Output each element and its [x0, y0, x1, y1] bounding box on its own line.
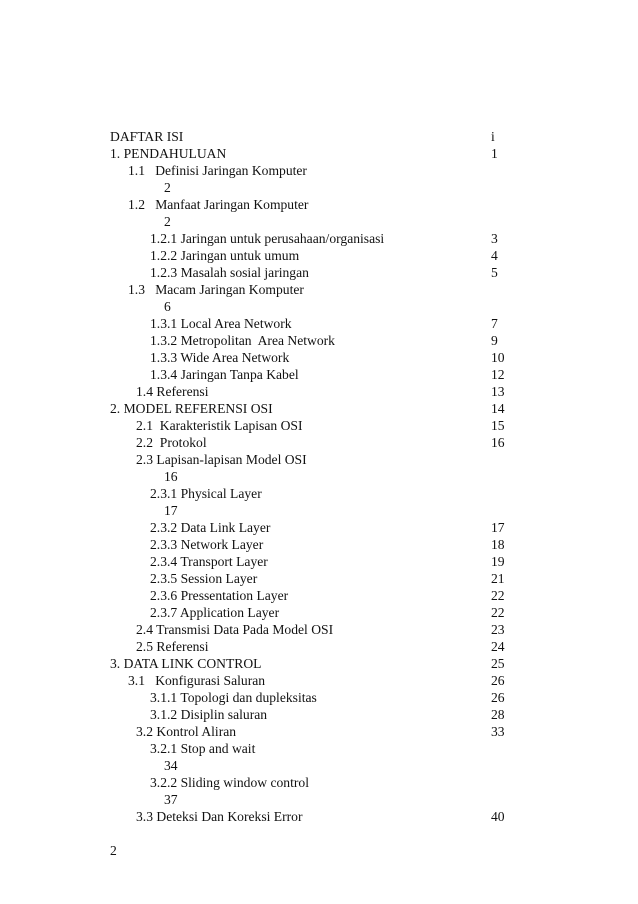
toc-entry-label: 2.2 Protokol: [136, 435, 207, 450]
toc-entry-page: 34: [164, 758, 178, 773]
toc-entry-label: 3. DATA LINK CONTROL: [110, 656, 262, 671]
toc-entry-label: 1. PENDAHULUAN: [110, 146, 227, 161]
toc-entry-page: 22: [491, 588, 505, 603]
toc-entry-label: 2.3.1 Physical Layer: [150, 486, 262, 501]
toc-entry-page: 21: [491, 571, 505, 586]
toc-entry-page: 26: [491, 690, 505, 705]
toc-entry-label: 2.3.5 Session Layer: [150, 571, 258, 586]
toc-entry-label: 2.3.2 Data Link Layer: [150, 520, 271, 535]
toc-entry: [0, 655, 638, 672]
toc-entry-label: 1.3.4 Jaringan Tanpa Kabel: [150, 367, 299, 382]
toc-entry-page: 33: [491, 724, 505, 739]
toc-entry-page: 3: [491, 231, 498, 246]
toc-entry-page: i: [491, 129, 495, 144]
toc-entry: [0, 366, 638, 383]
toc-entry: [0, 621, 638, 638]
toc-entry-label: 3.3 Deteksi Dan Koreksi Error: [136, 809, 303, 824]
toc-entry: [0, 434, 638, 451]
toc-entry-page: 24: [491, 639, 505, 654]
toc-entry-label: 1.2.3 Masalah sosial jaringan: [150, 265, 309, 280]
page-number: 2: [110, 843, 117, 858]
toc-entry: [0, 672, 638, 689]
toc-entry-page: 22: [491, 605, 505, 620]
toc-entry: [0, 706, 638, 723]
toc-entry-label: 2.5 Referensi: [136, 639, 209, 654]
toc-entry: [0, 196, 638, 213]
toc-entry: [0, 689, 638, 706]
toc-entry-page: 4: [491, 248, 498, 263]
toc-entry-page: 12: [491, 367, 505, 382]
toc-entry: [0, 162, 638, 179]
toc-entry-page: 6: [164, 299, 171, 314]
toc-entry-label: 3.2.2 Sliding window control: [150, 775, 309, 790]
toc-entry-label: 3.1 Konfigurasi Saluran: [128, 673, 266, 688]
toc-entry: [0, 638, 638, 655]
toc-entry-label: 2. MODEL REFERENSI OSI: [110, 401, 273, 416]
toc-entry-page: 2: [164, 214, 171, 229]
toc-entry-label: 1.3 Macam Jaringan Komputer: [128, 282, 304, 297]
toc-entry: [0, 808, 638, 825]
toc-entry-label: 2.4 Transmisi Data Pada Model OSI: [136, 622, 334, 637]
toc-entry-label: 1.3.2 Metropolitan Area Network: [150, 333, 335, 348]
toc-entry: [0, 145, 638, 162]
toc-entry: [0, 383, 638, 400]
toc-entry: [0, 536, 638, 553]
toc-entry: [0, 332, 638, 349]
toc-entry-page: 18: [491, 537, 505, 552]
toc-entry-page: 37: [164, 792, 178, 807]
toc-entry-label: 3.1.2 Disiplin saluran: [150, 707, 268, 722]
toc-entry-page: 28: [491, 707, 505, 722]
toc-entry-page: 10: [491, 350, 505, 365]
toc-entry-page: 19: [491, 554, 505, 569]
toc-entry-page: 14: [491, 401, 505, 416]
toc-entry-page: 25: [491, 656, 505, 671]
toc-entry: [0, 281, 638, 298]
toc-entry-label: 2.1 Karakteristik Lapisan OSI: [136, 418, 303, 433]
toc-entry-page: 9: [491, 333, 498, 348]
toc-entry-label: 2.3.3 Network Layer: [150, 537, 264, 552]
toc-entry-label: 2.3.6 Pressentation Layer: [150, 588, 289, 603]
toc-entry: [0, 349, 638, 366]
toc-entry: [0, 264, 638, 281]
toc-entry-page: 2: [164, 180, 171, 195]
toc-entry: [0, 740, 638, 757]
toc-entry: [0, 451, 638, 468]
toc-entry-label: 2.3 Lapisan-lapisan Model OSI: [136, 452, 307, 467]
toc-entry-page: 26: [491, 673, 505, 688]
toc-entry: [0, 230, 638, 247]
toc-entry: [0, 519, 638, 536]
toc-entry-page: 40: [491, 809, 505, 824]
toc-entry-page: 16: [491, 435, 505, 450]
toc-entry-label: 1.3.3 Wide Area Network: [150, 350, 290, 365]
toc-entry: [0, 128, 638, 145]
toc-entry: [0, 570, 638, 587]
toc-entry-page: 17: [164, 503, 178, 518]
toc-entry-label: DAFTAR ISI: [110, 129, 184, 144]
toc-entry-page: 5: [491, 265, 498, 280]
toc-entry-label: 1.2.2 Jaringan untuk umum: [150, 248, 300, 263]
toc-entry: [0, 485, 638, 502]
toc-entry: [0, 315, 638, 332]
toc-entry-page: 16: [164, 469, 178, 484]
toc-entry-label: 1.2 Manfaat Jaringan Komputer: [128, 197, 309, 212]
toc-entry-label: 1.3.1 Local Area Network: [150, 316, 292, 331]
toc-entry-label: 2.3.4 Transport Layer: [150, 554, 268, 569]
toc-entry-label: 1.4 Referensi: [136, 384, 209, 399]
toc-entry: [0, 604, 638, 621]
toc-entry-label: 3.2.1 Stop and wait: [150, 741, 256, 756]
toc-entry-label: 1.2.1 Jaringan untuk perusahaan/organisasi: [150, 231, 385, 246]
toc-entry-label: 3.1.1 Topologi dan dupleksitas: [150, 690, 317, 705]
toc-entry-page: 13: [491, 384, 505, 399]
toc-entry-label: 2.3.7 Application Layer: [150, 605, 280, 620]
toc-entry-page: 1: [491, 146, 498, 161]
toc-entry: [0, 247, 638, 264]
toc-entry-page: 23: [491, 622, 505, 637]
toc-entry: [0, 774, 638, 791]
toc-entry: [0, 723, 638, 740]
toc-entry-label: 3.2 Kontrol Aliran: [136, 724, 237, 739]
toc-entry: [0, 417, 638, 434]
toc-entry-page: 17: [491, 520, 505, 535]
toc-entry: [0, 400, 638, 417]
toc-entry-page: 15: [491, 418, 505, 433]
toc-entry: [0, 587, 638, 604]
toc-entry-label: 1.1 Definisi Jaringan Komputer: [128, 163, 307, 178]
toc-entry: [0, 553, 638, 570]
toc-entry-page: 7: [491, 316, 498, 331]
